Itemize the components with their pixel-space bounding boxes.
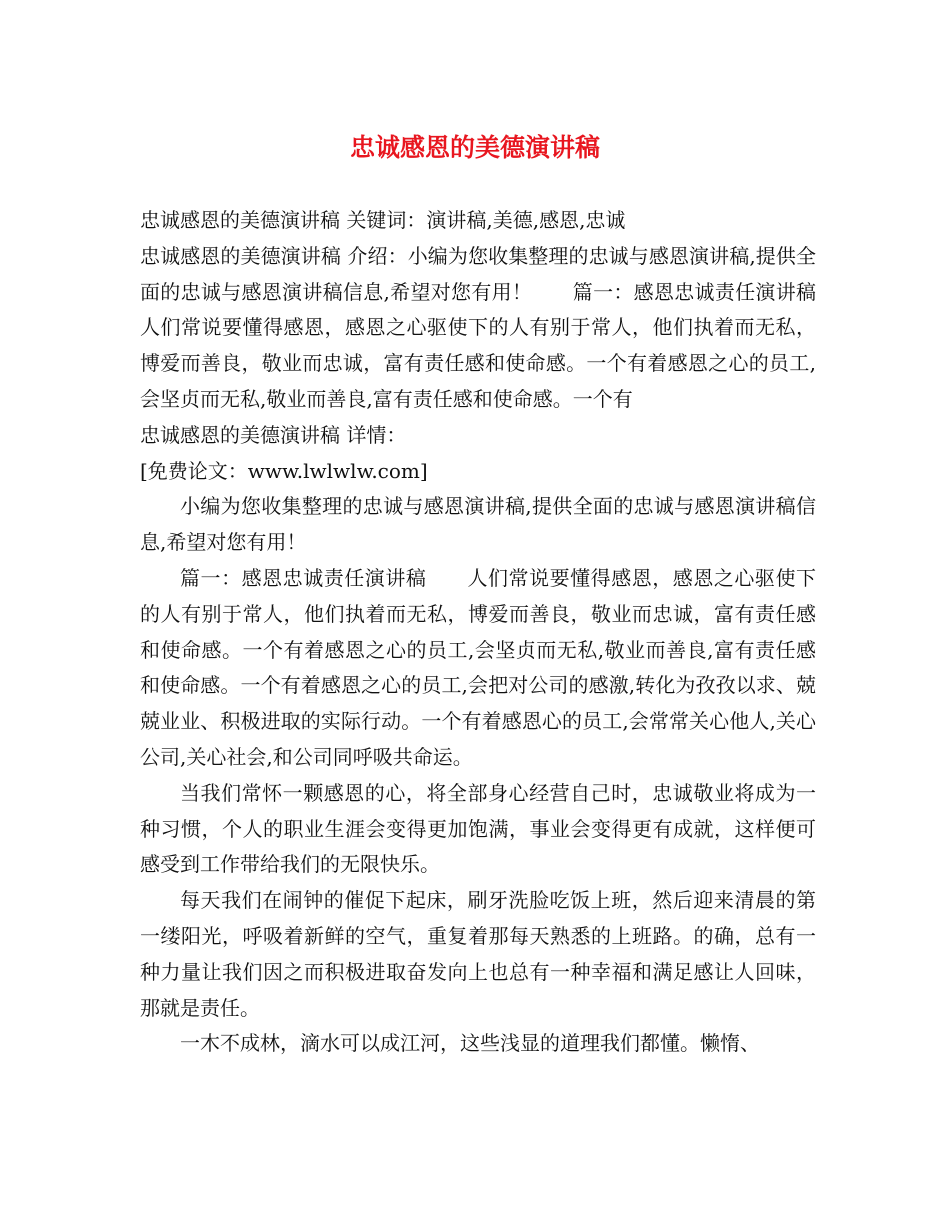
paragraph: 当我们常怀一颗感恩的心，将全部身心经营自己时，忠诚敬业将成为一种习惯，个人的职业生涯会变得更加饱满，事业会变得更有成就，这样便可感受到工作带给我们的无限快乐。	[140, 780, 816, 877]
keywords-line: 忠诚感恩的美德演讲稿 关键词：演讲稿,美德,感恩,忠诚	[140, 208, 626, 232]
details-line: 忠诚感恩的美德演讲稿 详情：	[140, 422, 407, 447]
source-line: [免费论文：www.lwlwlw.com]	[140, 458, 428, 483]
paragraph: 篇一：感恩忠诚责任演讲稿 人们常说要懂得感恩，感恩之心驱使下的人有别于常人，他们执着而无私，博爱而善良，敬业而忠诚，富有责任感和使命感。一个有着感恩之心的员工,会坚贞而无私,敬业而善良,富有责任感和使命感。一个有着感恩之心的员工,会把对公司的感激,转化为孜孜以求、兢兢业业、积极进取的实际行动。一个有着感恩心的员工,会常常关心他人,关心公司,关心社会,和公司同呼吸共命运。	[140, 565, 816, 769]
paragraph: 小编为您收集整理的忠诚与感恩演讲稿,提供全面的忠诚与感恩演讲稿信息,希望对您有用！	[140, 494, 816, 555]
paragraph: 一木不成林，滴水可以成江河，这些浅显的道理我们都懂。懒惰、	[180, 1031, 760, 1056]
intro-line: 忠诚感恩的美德演讲稿 介绍：小编为您收集整理的忠诚与感恩演讲稿,提供全面的忠诚与感恩演讲稿信息,希望对您有用！ 篇一：感恩忠诚责任演讲稿 人们常说要懂得感恩，感恩之心驱使下的人有别于常人，他们执着而无私，博爱而善良，敬业而忠诚，富有责任感和使命感。一个有着感恩之心的员工,会坚贞而无私,敬业而善良,富有责任感和使命感。一个有	[140, 243, 856, 411]
document-title: 忠诚感恩的美德演讲稿	[349, 133, 600, 162]
paragraph: 每天我们在闹钟的催促下起床，刷牙洗脸吃饭上班，然后迎来清晨的第一缕阳光，呼吸着新鲜的空气，重复着那每天熟悉的上班路。的确，总有一种力量让我们因之而积极进取奋发向上也总有一种幸福和满足感让人回味，那就是责任。	[140, 888, 816, 1020]
document-body	[140, 203, 856, 1062]
